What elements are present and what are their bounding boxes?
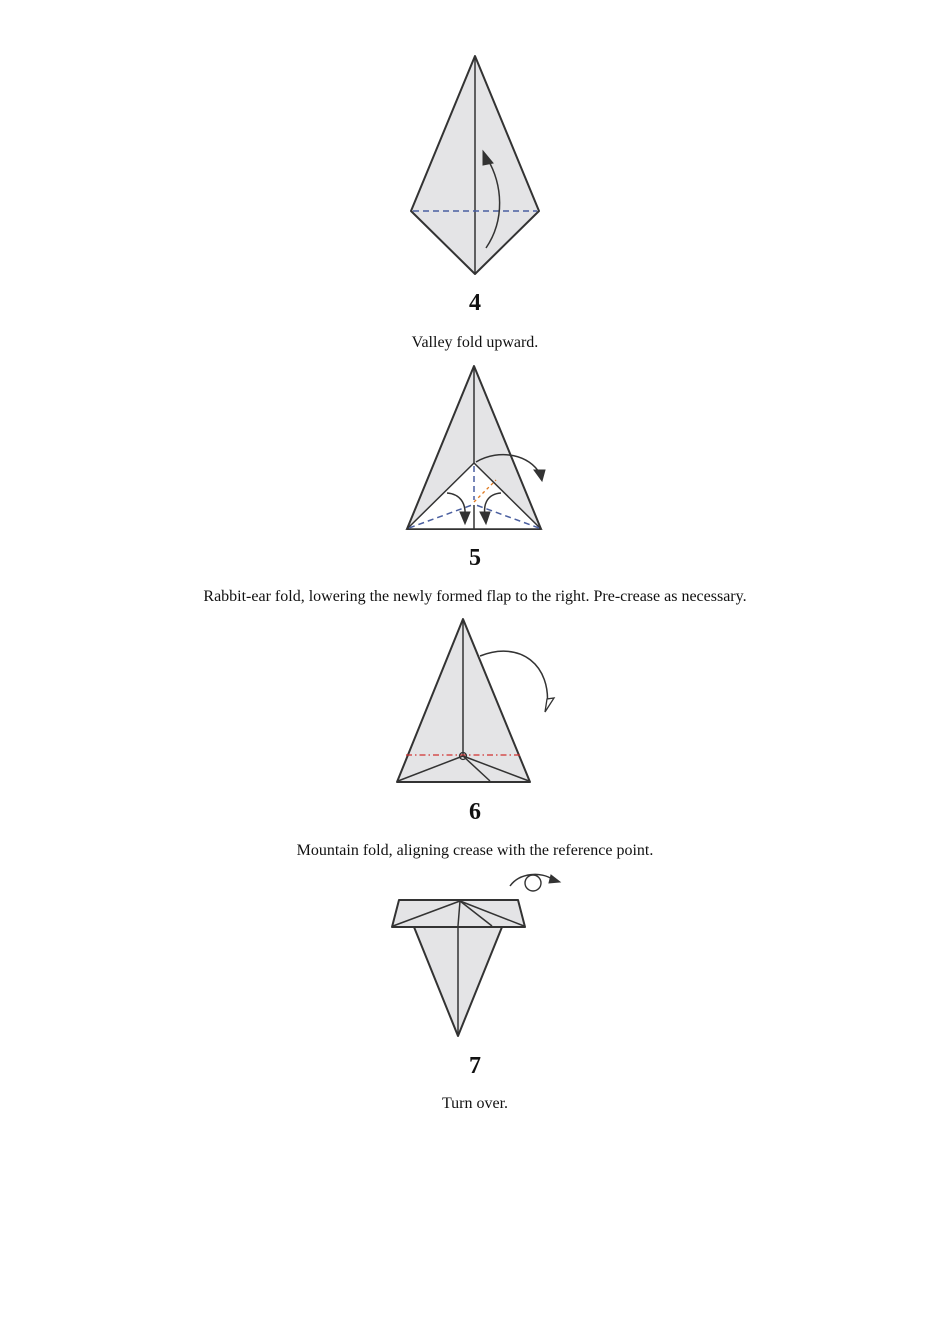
turn-over-arrowhead-icon [549,875,560,883]
step-6-diagram [0,612,950,792]
step-4-number: 4 [469,290,481,316]
step-6-caption: Mountain fold, aligning crease with the reference point. [296,842,654,859]
step-5-number: 5 [469,545,481,571]
step-5-diagram [0,360,950,540]
mountain-fold-arrowhead-icon [545,698,554,712]
step-7-caption: Turn over. [441,1095,509,1112]
step-6-number: 6 [469,799,481,825]
flap-right-arrowhead-icon [534,470,545,481]
step-7-number: 7 [469,1053,481,1079]
turn-over-icon [525,875,541,891]
step-7-diagram [0,866,950,1046]
step-5-caption: Rabbit-ear fold, lowering the newly formed flap to the right. Pre-crease as necessary. [203,588,747,605]
step-4-diagram [0,0,950,290]
step-4-caption: Valley fold upward. [411,334,539,351]
